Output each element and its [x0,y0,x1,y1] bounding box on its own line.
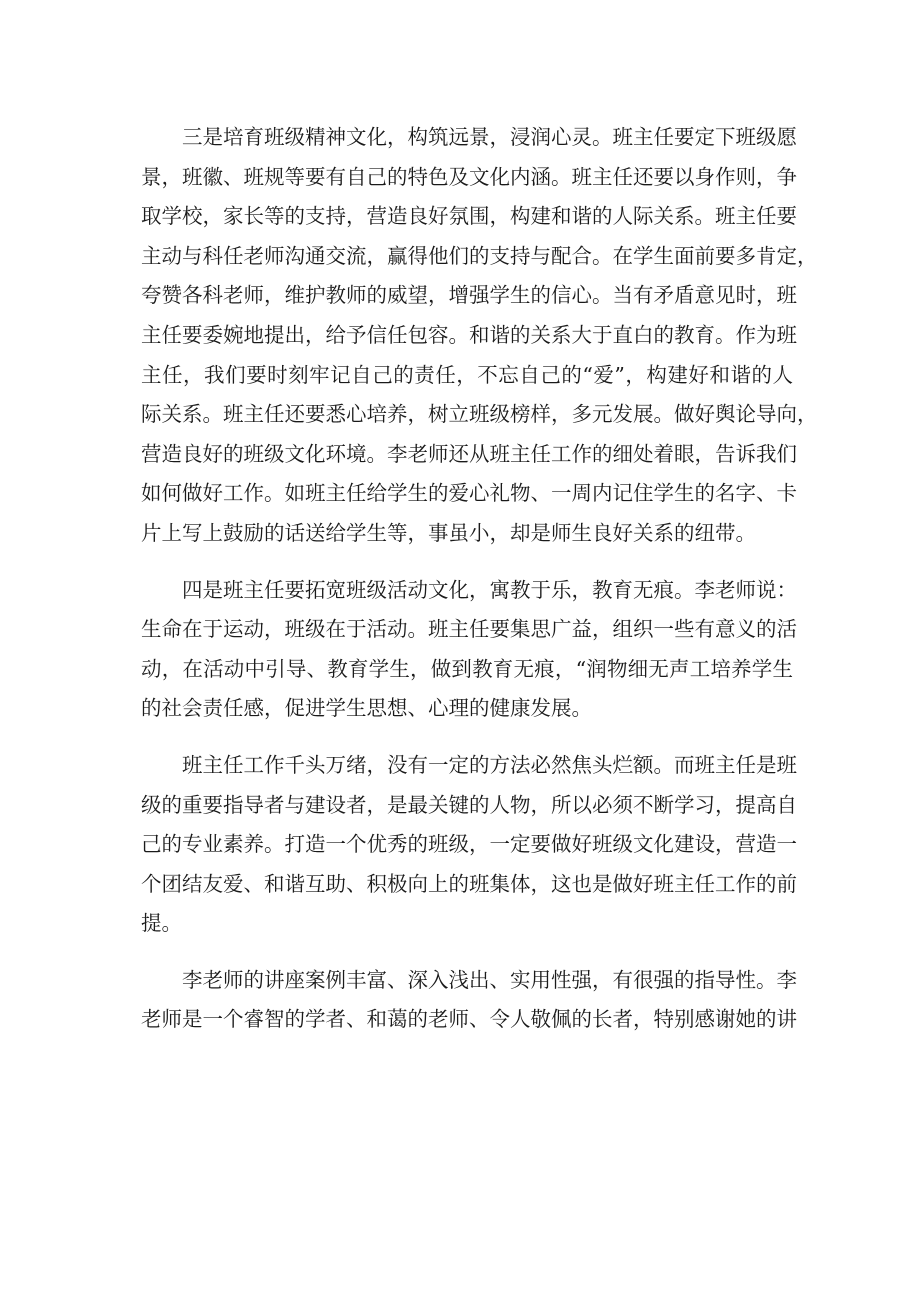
text-line: 营造良好的班级文化环境。李老师还从班主任工作的细处着眼，告诉我们 [141,441,797,466]
paragraph-class-activity-culture [141,571,797,729]
text-line: 班主任工作千头万绪，没有一定的方法必然焦头烂额。而班主任是班 [182,752,797,777]
text-line: 的社会责任感，促进学生思想、心理的健康发展。 [141,696,592,721]
text-line: 动，在活动中引导、教育学生，做到教育无痕，“润物细无声工培养学生 [141,656,793,681]
text-line: 片上写上鼓励的话送给学生等，事虽小，却是师生良好关系的纽带。 [141,520,756,545]
text-line: 老师是一个睿智的学者、和蔼的老师、令人敬佩的长者，特别感谢她的讲 [141,1007,797,1032]
paragraph-class-spirit-culture [141,118,818,554]
text-line: 己的专业素养。打造一个优秀的班级，一定要做好班级文化建设，营造一 [141,832,797,857]
text-line: 景，班徽、班规等要有自己的特色及文化内涵。班主任还要以身作则，争 [141,164,797,189]
text-line: 取学校，家长等的支持，营造良好氛围，构建和谐的人际关系。班主任要 [141,204,797,229]
paragraph-lecture-reflection [141,961,797,1040]
text-line: 生命在于运动，班级在于活动。班主任要集思广益，组织一些有意义的活 [141,617,797,642]
text-line: 主动与科任老师沟通交流，赢得他们的支持与配合。在学生面前要多肯定， [141,243,818,268]
text-line: 主任，我们要时刻牢记自己的责任，不忘自己的“爱”，构建好和谐的人 [141,362,793,387]
document-body [141,118,818,1057]
text-line: 四是班主任要拓宽班级活动文化，寓教于乐，教育无痕。李老师说： [182,577,797,602]
text-line: 际关系。班主任还要悉心培养，树立班级榜样，多元发展。做好舆论导向， [141,402,818,427]
text-line: 三是培育班级精神文化，构筑远景，浸润心灵。班主任要定下班级愿 [182,125,797,149]
text-line: 夸赞各科老师，维护教师的威望，增强学生的信心。当有矛盾意见时，班 [141,283,797,308]
text-line: 级的重要指导者与建设者，是最关键的人物，所以必须不断学习，提高自 [141,792,797,817]
text-line: 个团结友爱、和谐互助、积极向上的班集体，这也是做好班主任工作的前 [141,871,797,896]
text-line: 主任要委婉地提出，给予信任包容。和谐的关系大于直白的教育。作为班 [141,322,797,347]
text-line: 李老师的讲座案例丰富、深入浅出、实用性强，有很强的指导性。李 [182,967,797,992]
text-line: 提。 [141,911,182,936]
text-line: 如何做好工作。如班主任给学生的爱心礼物、一周内记住学生的名字、卡 [141,481,797,506]
paragraph-head-teacher-work [141,746,797,944]
